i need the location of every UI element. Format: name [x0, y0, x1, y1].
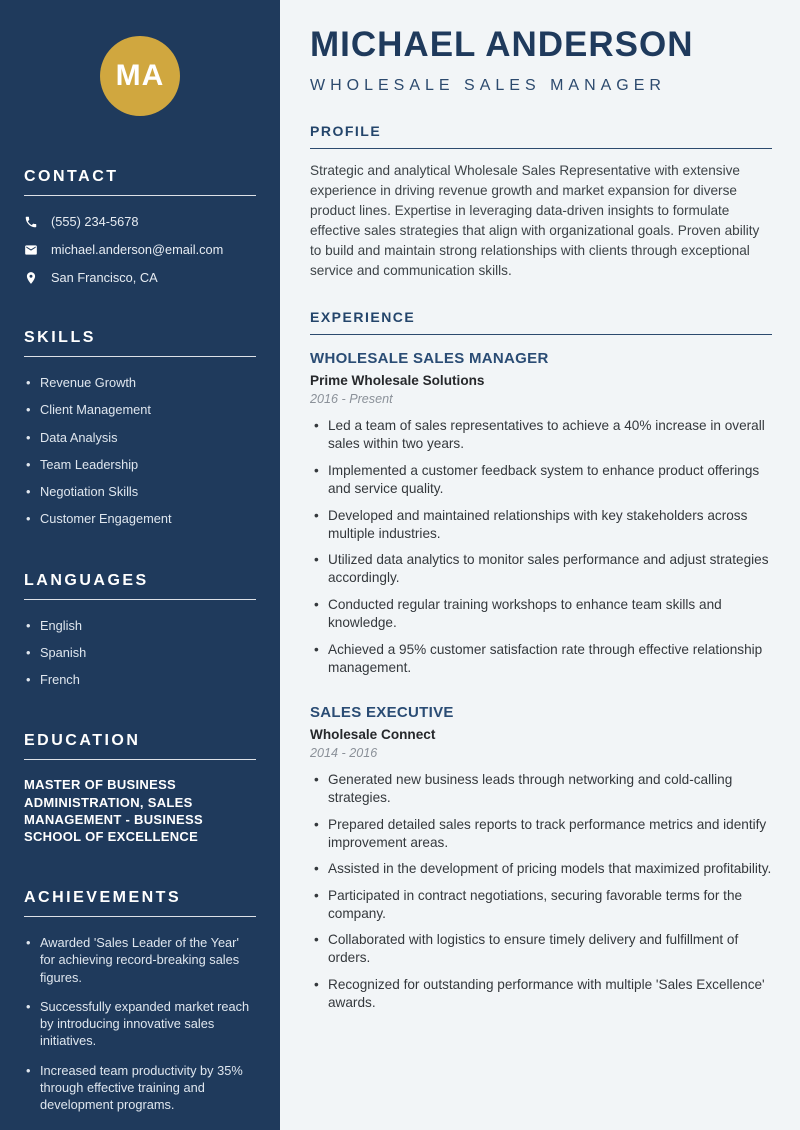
skill-item: • Negotiation Skills: [24, 483, 256, 500]
contact-list: [24, 214, 256, 285]
achievements-list: [24, 934, 256, 1113]
contact-phone: [24, 214, 256, 229]
job-bullet: • Prepared detailed sales reports to track performance metrics and identify improvement areas.: [310, 816, 772, 852]
achievement-item: • Successfully expanded market reach by introducing innovative sales initiatives.: [24, 998, 256, 1050]
job-bullet: • Achieved a 95% customer satisfaction rate through effective relationship management.: [310, 641, 772, 677]
job-bullets: [310, 417, 772, 676]
contact-email: [24, 242, 256, 257]
location-icon: [24, 271, 38, 285]
education-section-title: EDUCATION: [24, 732, 141, 750]
language-item: • English: [24, 617, 256, 634]
achievement-item: • Increased team productivity by 35% through effective training and development programs.: [24, 1062, 256, 1114]
job-bullet: • Recognized for outstanding performance with multiple 'Sales Excellence' awards.: [310, 976, 772, 1012]
section-divider: [24, 916, 256, 917]
sidebar: [0, 0, 280, 1130]
section-divider: [24, 759, 256, 760]
phone-icon: [24, 215, 38, 229]
skill-item: • Revenue Growth: [24, 374, 256, 391]
person-name: MICHAEL ANDERSON: [310, 25, 694, 64]
avatar: [100, 36, 180, 116]
location-text: San Francisco, CA: [51, 270, 158, 285]
contact-section-title: CONTACT: [24, 168, 119, 185]
email-text: michael.anderson@email.com: [51, 242, 224, 257]
job-entry: [310, 350, 772, 676]
job-bullet: • Generated new business leads through networking and cold-calling strategies.: [310, 771, 772, 807]
email-icon: [24, 243, 38, 257]
person-role: WHOLESALE SALES MANAGER: [310, 76, 666, 94]
language-item: • Spanish: [24, 644, 256, 661]
job-dates: 2014 - 2016: [310, 745, 378, 760]
skill-item: • Client Management: [24, 401, 256, 418]
contact-section: [24, 168, 256, 285]
languages-section-title: LANGUAGES: [24, 571, 149, 589]
section-divider: [24, 195, 256, 196]
skill-item: • Data Analysis: [24, 429, 256, 446]
education-section: [24, 732, 256, 845]
contact-location: [24, 270, 256, 285]
skill-item: • Customer Engagement: [24, 510, 256, 527]
skills-list: [24, 374, 256, 528]
skills-section-title: SKILLS: [24, 329, 96, 346]
job-dates: 2016 - Present: [310, 392, 393, 407]
avatar-initials: MA: [115, 59, 165, 92]
job-bullet: • Participated in contract negotiations, securing favorable terms for the company.: [310, 887, 772, 923]
job-title: WHOLESALE SALES MANAGER: [310, 350, 549, 368]
job-bullet: • Utilized data analytics to monitor sales performance and adjust strategies accordingly.: [310, 551, 772, 587]
section-divider: [24, 599, 256, 600]
job-company: Wholesale Connect: [310, 726, 436, 742]
job-bullets: [310, 771, 772, 1012]
job-company: Prime Wholesale Solutions: [310, 373, 485, 389]
profile-section-title: PROFILE: [310, 123, 772, 149]
profile-text: Strategic and analytical Wholesale Sales Representative with extensive experience in driving revenue growth and market expansion for diverse product lines. Expertise in leveraging data-driven insights to formulate effective sales strategies that align with organizational goals. Proven ability to build and maintain strong relationships with clients through exceptional service and communication skills.: [310, 162, 760, 279]
job-bullet: • Led a team of sales representatives to achieve a 40% increase in overall sales within two years.: [310, 417, 772, 453]
language-item: • French: [24, 671, 256, 688]
job-bullet: • Developed and maintained relationships with key stakeholders across multiple industries.: [310, 507, 772, 543]
job-entry: [310, 704, 772, 1012]
job-bullet: • Conducted regular training workshops to enhance team skills and knowledge.: [310, 596, 772, 632]
experience-section-title: EXPERIENCE: [310, 309, 772, 335]
job-bullet: • Assisted in the development of pricing models that maximized profitability.: [310, 860, 772, 878]
skills-section: [24, 329, 256, 528]
languages-list: [24, 617, 256, 689]
job-title: SALES EXECUTIVE: [310, 703, 454, 721]
education-degree: MASTER OF BUSINESS ADMINISTRATION, SALES MANAGEMENT - BUSINESS SCHOOL OF EXCELLENCE: [24, 777, 203, 844]
section-divider: [24, 356, 256, 357]
main-content: [280, 0, 800, 1130]
skill-item: • Team Leadership: [24, 456, 256, 473]
languages-section: [24, 572, 256, 689]
phone-text: (555) 234-5678: [51, 214, 139, 229]
job-bullet: • Implemented a customer feedback system to enhance product offerings and service quality.: [310, 462, 772, 498]
achievements-section: [24, 889, 256, 1113]
job-bullet: • Collaborated with logistics to ensure timely delivery and fulfillment of orders.: [310, 931, 772, 967]
achievement-item: • Awarded 'Sales Leader of the Year' for achieving record-breaking sales figures.: [24, 934, 256, 986]
achievements-section-title: ACHIEVEMENTS: [24, 889, 182, 907]
